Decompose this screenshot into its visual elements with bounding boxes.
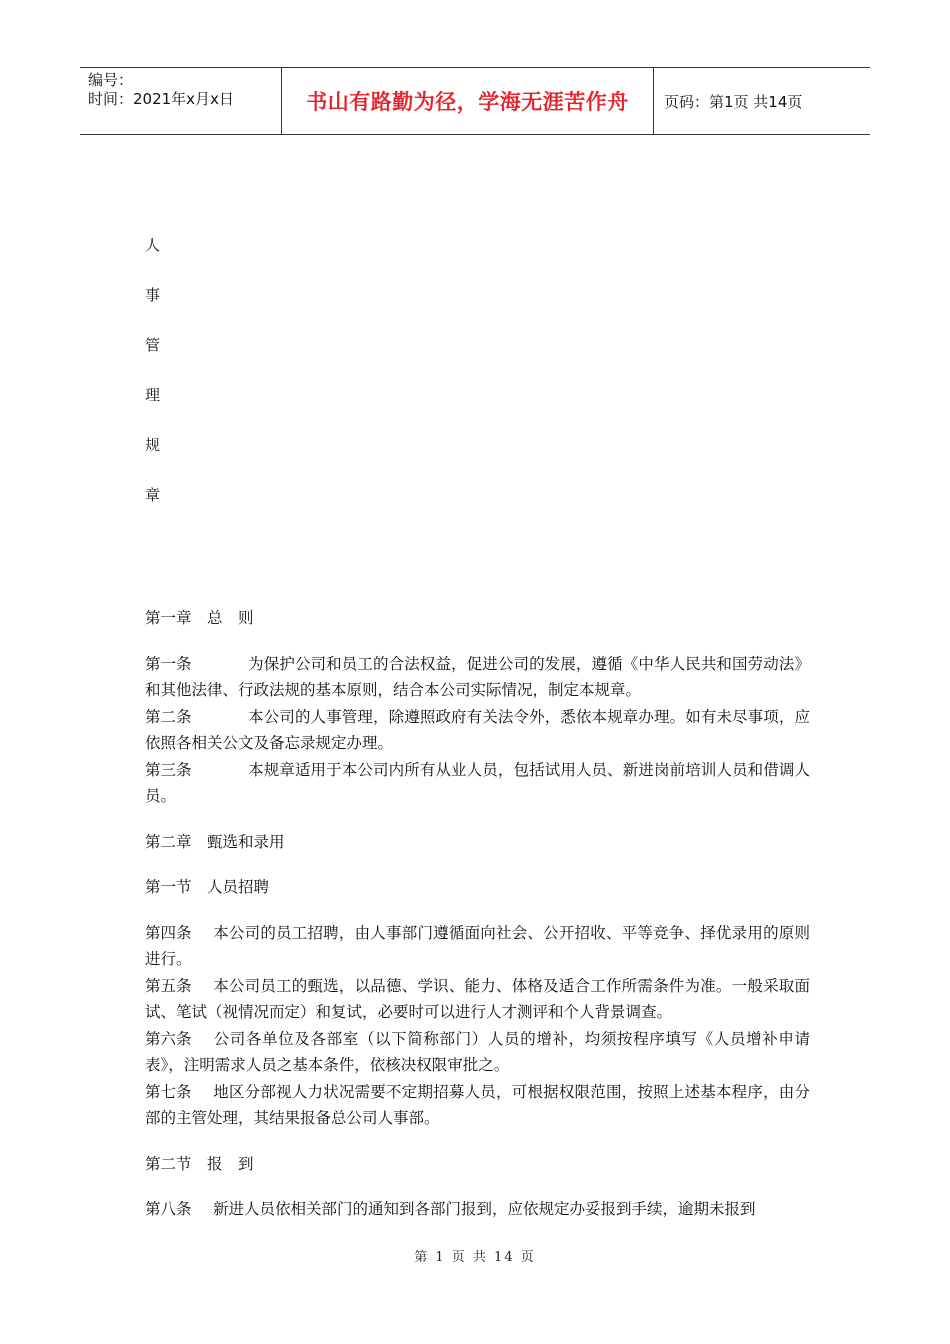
article-text: 地区分部视人力状况需要不定期招募人员，可根据权限范围，按照上述基本程序，由分部的主管处理，其结果报备总公司人事部。	[145, 1082, 810, 1127]
article-label: 第二条	[145, 707, 192, 726]
chapter-heading: 第一章 总 则	[145, 609, 254, 627]
chapter-heading: 第二章 甄选和录用	[145, 832, 285, 851]
article-8	[145, 1196, 810, 1223]
title-char: 规	[145, 436, 161, 454]
article-4	[145, 920, 810, 973]
article-label: 第八条	[145, 1200, 192, 1218]
page-info: 页码：第1页 共14页	[664, 92, 803, 111]
serial-label: 编号：	[88, 71, 134, 89]
article-label: 第三条	[145, 760, 192, 779]
article-label: 第五条	[145, 976, 192, 995]
title-char: 理	[145, 386, 161, 404]
header-meta	[80, 68, 281, 134]
article-text: 本公司的人事管理，除遵照政府有关法令外，悉依本规章办理。如有未尽事项，应依照各相关公文及备忘录规定办理。	[145, 707, 810, 752]
vertical-title	[145, 233, 165, 533]
header-motto-cell	[281, 68, 654, 134]
section-heading: 第一节 人员招聘	[145, 878, 270, 896]
article-label: 第四条	[145, 923, 192, 942]
article-6	[145, 1026, 810, 1079]
header-page-info-cell	[654, 68, 870, 134]
page-header	[80, 67, 870, 135]
article-text: 本规章适用于本公司内所有从业人员，包括试用人员、新进岗前培训人员和借调人员。	[145, 760, 810, 805]
title-char: 章	[145, 486, 161, 504]
article-label: 第六条	[145, 1029, 192, 1048]
document-body	[145, 605, 810, 1223]
article-label: 第七条	[145, 1082, 192, 1101]
motto: 书山有路勤为径，学海无涯苦作舟	[306, 90, 629, 114]
article-label: 第一条	[145, 654, 192, 673]
article-3	[145, 757, 810, 810]
article-7	[145, 1079, 810, 1132]
article-2	[145, 704, 810, 757]
article-text: 为保护公司和员工的合法权益，促进公司的发展，遵循《中华人民共和国劳动法》和其他法律、行政法规的基本原则，结合本公司实际情况，制定本规章。	[145, 654, 810, 699]
title-char: 事	[145, 286, 161, 304]
section-heading: 第二节 报 到	[145, 1154, 254, 1173]
title-char: 人	[145, 236, 161, 254]
page-footer: 第 1 页 共 14 页	[414, 1250, 536, 1265]
article-5	[145, 973, 810, 1026]
article-text: 本公司的员工招聘，由人事部门遵循面向社会、公开招收、平等竞争、择优录用的原则进行。	[145, 923, 810, 968]
article-text: 本公司员工的甄选，以品德、学识、能力、体格及适合工作所需条件为准。一般采取面试、笔试（视情况而定）和复试，必要时可以进行人才测评和个人背景调查。	[145, 976, 810, 1021]
time-label: 时间：2021年x月x日	[88, 90, 234, 108]
article-text: 新进人员依相关部门的通知到各部门报到，应依规定办妥报到手续，逾期未报到	[213, 1200, 756, 1218]
title-char: 管	[145, 336, 161, 354]
article-1	[145, 651, 810, 704]
article-text: 公司各单位及各部室（以下简称部门）人员的增补，均须按程序填写《人员增补申请表》，注明需求人员之基本条件，依核决权限审批之。	[145, 1029, 810, 1074]
